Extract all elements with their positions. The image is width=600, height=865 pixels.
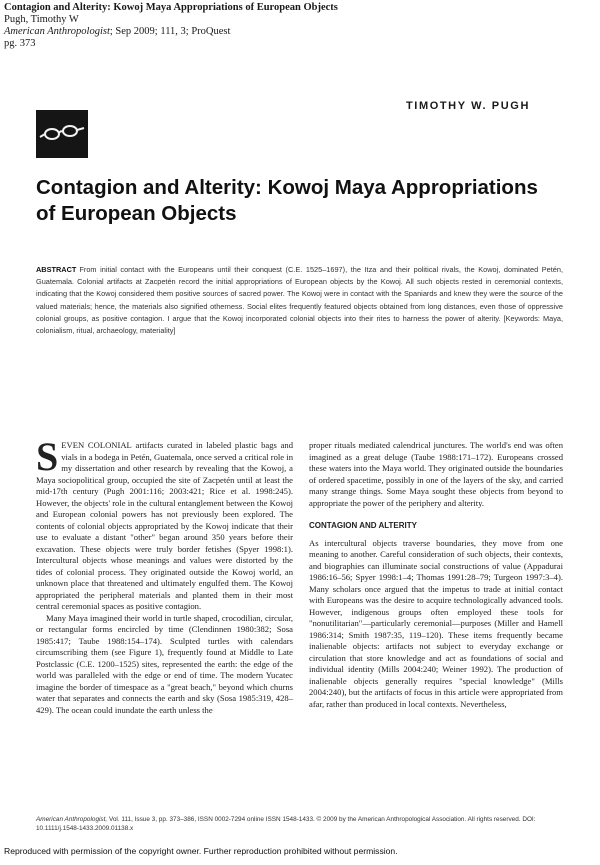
right-column: [309, 440, 563, 710]
footnote-journal: American Anthropologist,: [36, 816, 108, 823]
article-title: Contagion and Alterity: Kowoj Maya Appropriations of European Objects: [36, 176, 538, 225]
footnote: [36, 816, 563, 833]
drop-cap: S: [36, 434, 59, 479]
citation-page: pg. 373: [4, 38, 36, 49]
spectacles-icon: [36, 110, 88, 158]
footnote-text: Vol. 111, Issue 3, pp. 373–386, ISSN 0002-7294 online ISSN 1548-1433. © 2009 by the American Anthropological Association. All rights reserved. DOI: 10.1111/j.1548-1433.2009.01138.x: [36, 816, 536, 832]
section-heading: CONTAGION AND ALTERITY: [309, 521, 417, 530]
citation-author: Pugh, Timothy W: [4, 14, 79, 25]
abstract-text: From initial contact with the Europeans until their conquest (C.E. 1525–1697), the Itza and their political rivals, the Kowoj, dominated Petén, Guatemala. Colonial artifacts at Zacpetén record the initial appropriations of European objects by the Kowoj. All such objects rested in ceremonial contexts, indicating that the Kowoj considered them positive sources of sacred power. The Kowoj were in contact with the Spaniards and knew they were the source of the valued materials; hence, the materials also signified otherness. Social elites frequently featured objects obtained from long distances, even those of oppressive colonial groups, as positive contagion. I argue that the Kowoj incorporated colonial objects into their rites to harness the power of alterity. [Keywords: Maya, colonialism, ritual, archaeology, materiality]: [36, 265, 563, 336]
left-paragraph-1: [36, 434, 293, 613]
paragraph-1-text: artifacts curated in labeled plastic bags and vials in a bodega in Petén, Guatemala, once served a critical role in my dissertation and other research by revealing that the Kowoj, a Maya sociopolitical group, occupied the site of Zacpetén until at least the mid-17th century (Pugh 2001:116; 2003:421; Rice et al. 1998:245). However, the objects' role in the cultural entanglement between the Kowoj and European colonial powers has not previously been explored. The contents of colonial objects appropriated by the Kowoj indicate that their use to evaluate a distant "other" began around 350 years before their excavation. These objects were truly border fetishes (Spyer 1998:1). Intercultural objects whose meanings and values were distorted by the tides of colonial process. They originated outside the Kowoj world, an unknown place that threatened and ultimately engulfed them. The Kowoj appropriated the peripheral materials and planted them in their most central ceremonial spaces as positive contagion.: [36, 440, 293, 611]
right-paragraph-continued: proper rituals mediated calendrical junctures. The world's end was often imagined as a great deluge (Taube 1988:171–172). Europeans crossed these waters into the Maya world. They originated outside the boundaries of ordered spacetime, possibly in one of the layers of the sky, and carried many strange things. Some Maya sought these objects from beyond to appropriate the power of the periphery and alterity.: [309, 440, 563, 508]
citation-title: Contagion and Alterity: Kowoj Maya Appropriations of European Objects: [4, 2, 338, 13]
left-column: [36, 434, 293, 716]
journal-logo-icon: [36, 110, 88, 158]
lead-words: EVEN COLONIAL: [61, 440, 132, 450]
right-paragraph-section: As intercultural objects traverse boundaries, they move from one meaning to another. Careful consideration of such objects, their contexts, and biographies can illuminate social constructions of value (Appadurai 1986:16–56; Spyer 1998:1–4; Thomas 1991:28–79; Turgeon 1997:3–4). Many scholars once argued that the impetus to trade at initial contact with Europeans was the desire to acquire technologically advanced tools. However, indigenous groups often employed these tools for "nonutilitarian"—particularly ceremonial—purposes (Miller and Hamell 1986:314; Smith 1987:35, 119–120). These items frequently became inalienable objects: artifacts not subject to everyday exchange or circulation that store knowledge and act as foundations of social and individual identity (Mills 2004:240; Weiner 1992). The production of inalienable objects generally requires "special knowledge" (Mills 2004:240), but the artifacts of focus in this article were appropriated from afar, rather than produced in local contexts. Nevertheless,: [309, 537, 563, 709]
article-author: TIMOTHY W. PUGH: [405, 100, 530, 112]
citation-source: [4, 26, 594, 38]
left-paragraph-2: Many Maya imagined their world in turtle shaped, crocodilian, circular, or rectangular forms encircled by time (Clendinnen 1980:382; Sosa 1985:417; Taube 1988:154–174). Sculpted turtles with calendars circumscribing them (see Figure 1), frequently found at Middle to Late Postclassic (C.E. 1200–1525) sites, represented the earth: the edge of the world was paralleled with the edge or end of time. The modern Yucatec imagine the border of timespace as a "great beach," beyond which churns water that separates and connects the earth and sky (Sosa 1985:319, 428–429). The ocean could inundate the earth unless the: [36, 612, 293, 715]
reproduction-notice: Reproduced with permission of the copyright owner. Further reproduction prohibited without permission.: [4, 846, 398, 856]
abstract-label: ABSTRACT: [36, 265, 77, 274]
citation-header: [4, 2, 594, 50]
citation-source-rest: ; Sep 2009; 111, 3; ProQuest: [109, 26, 231, 37]
abstract: [36, 264, 563, 337]
citation-journal: American Anthropologist: [4, 26, 110, 37]
